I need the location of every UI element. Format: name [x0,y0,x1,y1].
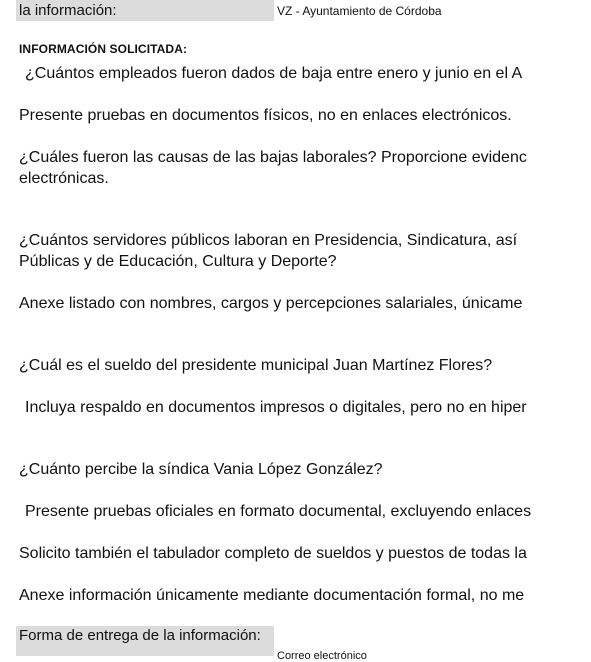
instruction-list-names: Anexe listado con nombres, cargos y percepciones salariales, únicame [19,295,523,312]
question-sindica-salary: ¿Cuánto percibe la síndica Vania López González? [19,461,383,478]
question-president-salary: ¿Cuál es el sueldo del presidente municipal Juan Martínez Flores? [19,357,493,374]
section-title: INFORMACIÓN SOLICITADA: [19,42,188,56]
instruction-physical-docs: Presente pruebas en documentos físicos, no en enlaces electrónicos. [19,107,512,124]
delivery-entity-value: VZ - Ayuntamiento de Córdoba [277,4,442,18]
question-dismissal-causes: ¿Cuáles fueron las causas de las bajas laborales? Proporcione evidenc [19,149,527,166]
instruction-formal-docs: Anexe información únicamente mediante documentación formal, no me [19,587,525,604]
question-employees-dismissed: ¿Cuántos empleados fueron dados de baja entre enero y junio en el A [25,65,523,82]
question-public-servants: ¿Cuántos servidores públicos laboran en Presidencia, Sindicatura, así [19,232,518,249]
question-public-servants-cont: Públicas y de Educación, Cultura y Deporte? [19,253,337,270]
delivery-entity-label: la información: [19,2,117,19]
instruction-printed-docs: Incluya respaldo en documentos impresos o digitales, pero no en hiper [25,399,527,416]
request-salary-tabulator: Solicito también el tabulador completo de sueldos y puestos de todas la [19,545,527,562]
delivery-method-label: Forma de entrega de la información: [19,627,261,644]
delivery-method-value: Correo electrónico [277,650,367,662]
instruction-official-docs: Presente pruebas oficiales en formato documental, excluyendo enlaces [25,503,532,520]
question-dismissal-causes-cont: electrónicas. [19,170,109,187]
